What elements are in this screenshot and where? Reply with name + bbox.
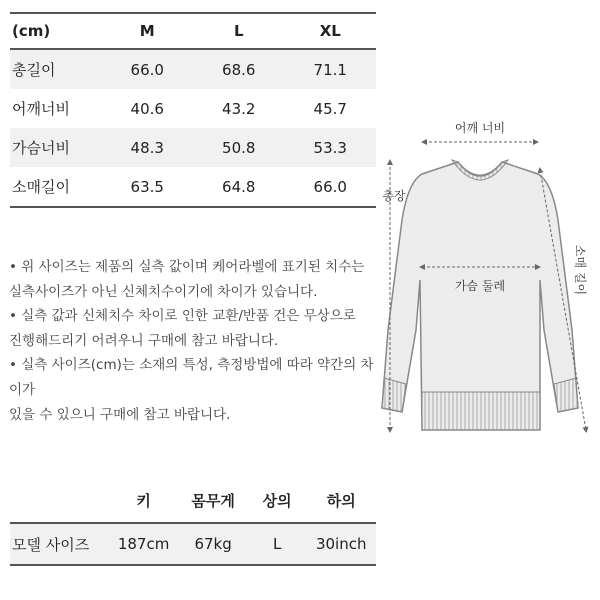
size-table: [10, 12, 376, 208]
empty-header: [10, 478, 109, 523]
unit-header: (cm): [12, 22, 51, 40]
chest-label: 가슴 둘레: [454, 279, 506, 293]
table-row: [10, 523, 376, 565]
table-cell: 71.1: [313, 60, 347, 79]
top-size-header: 상의: [262, 491, 292, 510]
row-label: 모델 사이즈: [10, 523, 109, 565]
model-size-table: [10, 478, 376, 566]
size-l-header: L: [233, 22, 244, 40]
bottom-size-header: 하의: [326, 491, 356, 510]
table-cell: 66.0: [130, 60, 164, 79]
note-line: 있을 수 있으니 구매에 참고 바랍니다.: [9, 406, 231, 423]
sweater-diagram: [380, 100, 600, 460]
table-cell: 64.8: [222, 177, 256, 196]
row-label: 소매길이: [12, 178, 70, 196]
row-label: 가슴너비: [12, 139, 70, 157]
size-m-header: M: [139, 22, 155, 40]
note-line: • 실측 값과 신체치수 차이로 인한 교환/반품 건은 무상으로: [9, 308, 356, 325]
table-cell: 50.8: [222, 138, 256, 157]
height-header: 키: [136, 491, 151, 510]
table-cell: L: [248, 523, 307, 565]
row-label: 어깨너비: [12, 100, 70, 118]
length-label: 총장: [382, 189, 406, 203]
row-label: 총길이: [12, 61, 56, 79]
table-cell: 48.3: [130, 138, 164, 157]
table-cell: 30inch: [306, 523, 376, 565]
table-row: [10, 89, 376, 128]
model-table-header: [10, 478, 376, 523]
table-cell: 45.7: [313, 99, 347, 118]
table-cell: 68.6: [222, 60, 256, 79]
hem-rib: [422, 392, 540, 430]
table-cell: 40.6: [130, 99, 164, 118]
cuff-rib-left: [382, 378, 406, 412]
table-row: [10, 49, 376, 89]
size-notes: [9, 255, 379, 427]
note-line: • 실측 사이즈(cm)는 소재의 특성, 측정방법에 따라 약간의 차이가: [9, 357, 374, 398]
table-cell: 66.0: [313, 177, 347, 196]
table-cell: 63.5: [130, 177, 164, 196]
weight-header: 몸무게: [191, 491, 235, 510]
table-cell: 43.2: [222, 99, 256, 118]
size-xl-header: XL: [319, 22, 341, 40]
table-row: [10, 128, 376, 167]
note-line: 실측사이즈가 아닌 신체치수이기에 차이가 있습니다.: [9, 283, 318, 300]
table-cell: 187cm: [109, 523, 179, 565]
table-cell: 53.3: [313, 138, 347, 157]
sweater-outline: [382, 162, 578, 430]
cuff-rib-right: [554, 378, 578, 412]
note-line: • 위 사이즈는 제품의 실측 값이며 케어라벨에 표기된 치수는: [9, 259, 365, 275]
table-cell: 67kg: [178, 523, 248, 565]
size-table-header: [10, 13, 376, 49]
table-row: [10, 167, 376, 207]
sleeve-label: 소매 길이: [573, 244, 587, 296]
shoulder-label: 어깨 너비: [454, 121, 506, 135]
note-line: 진행해드리기 어려우니 구매에 참고 바랍니다.: [9, 332, 279, 349]
